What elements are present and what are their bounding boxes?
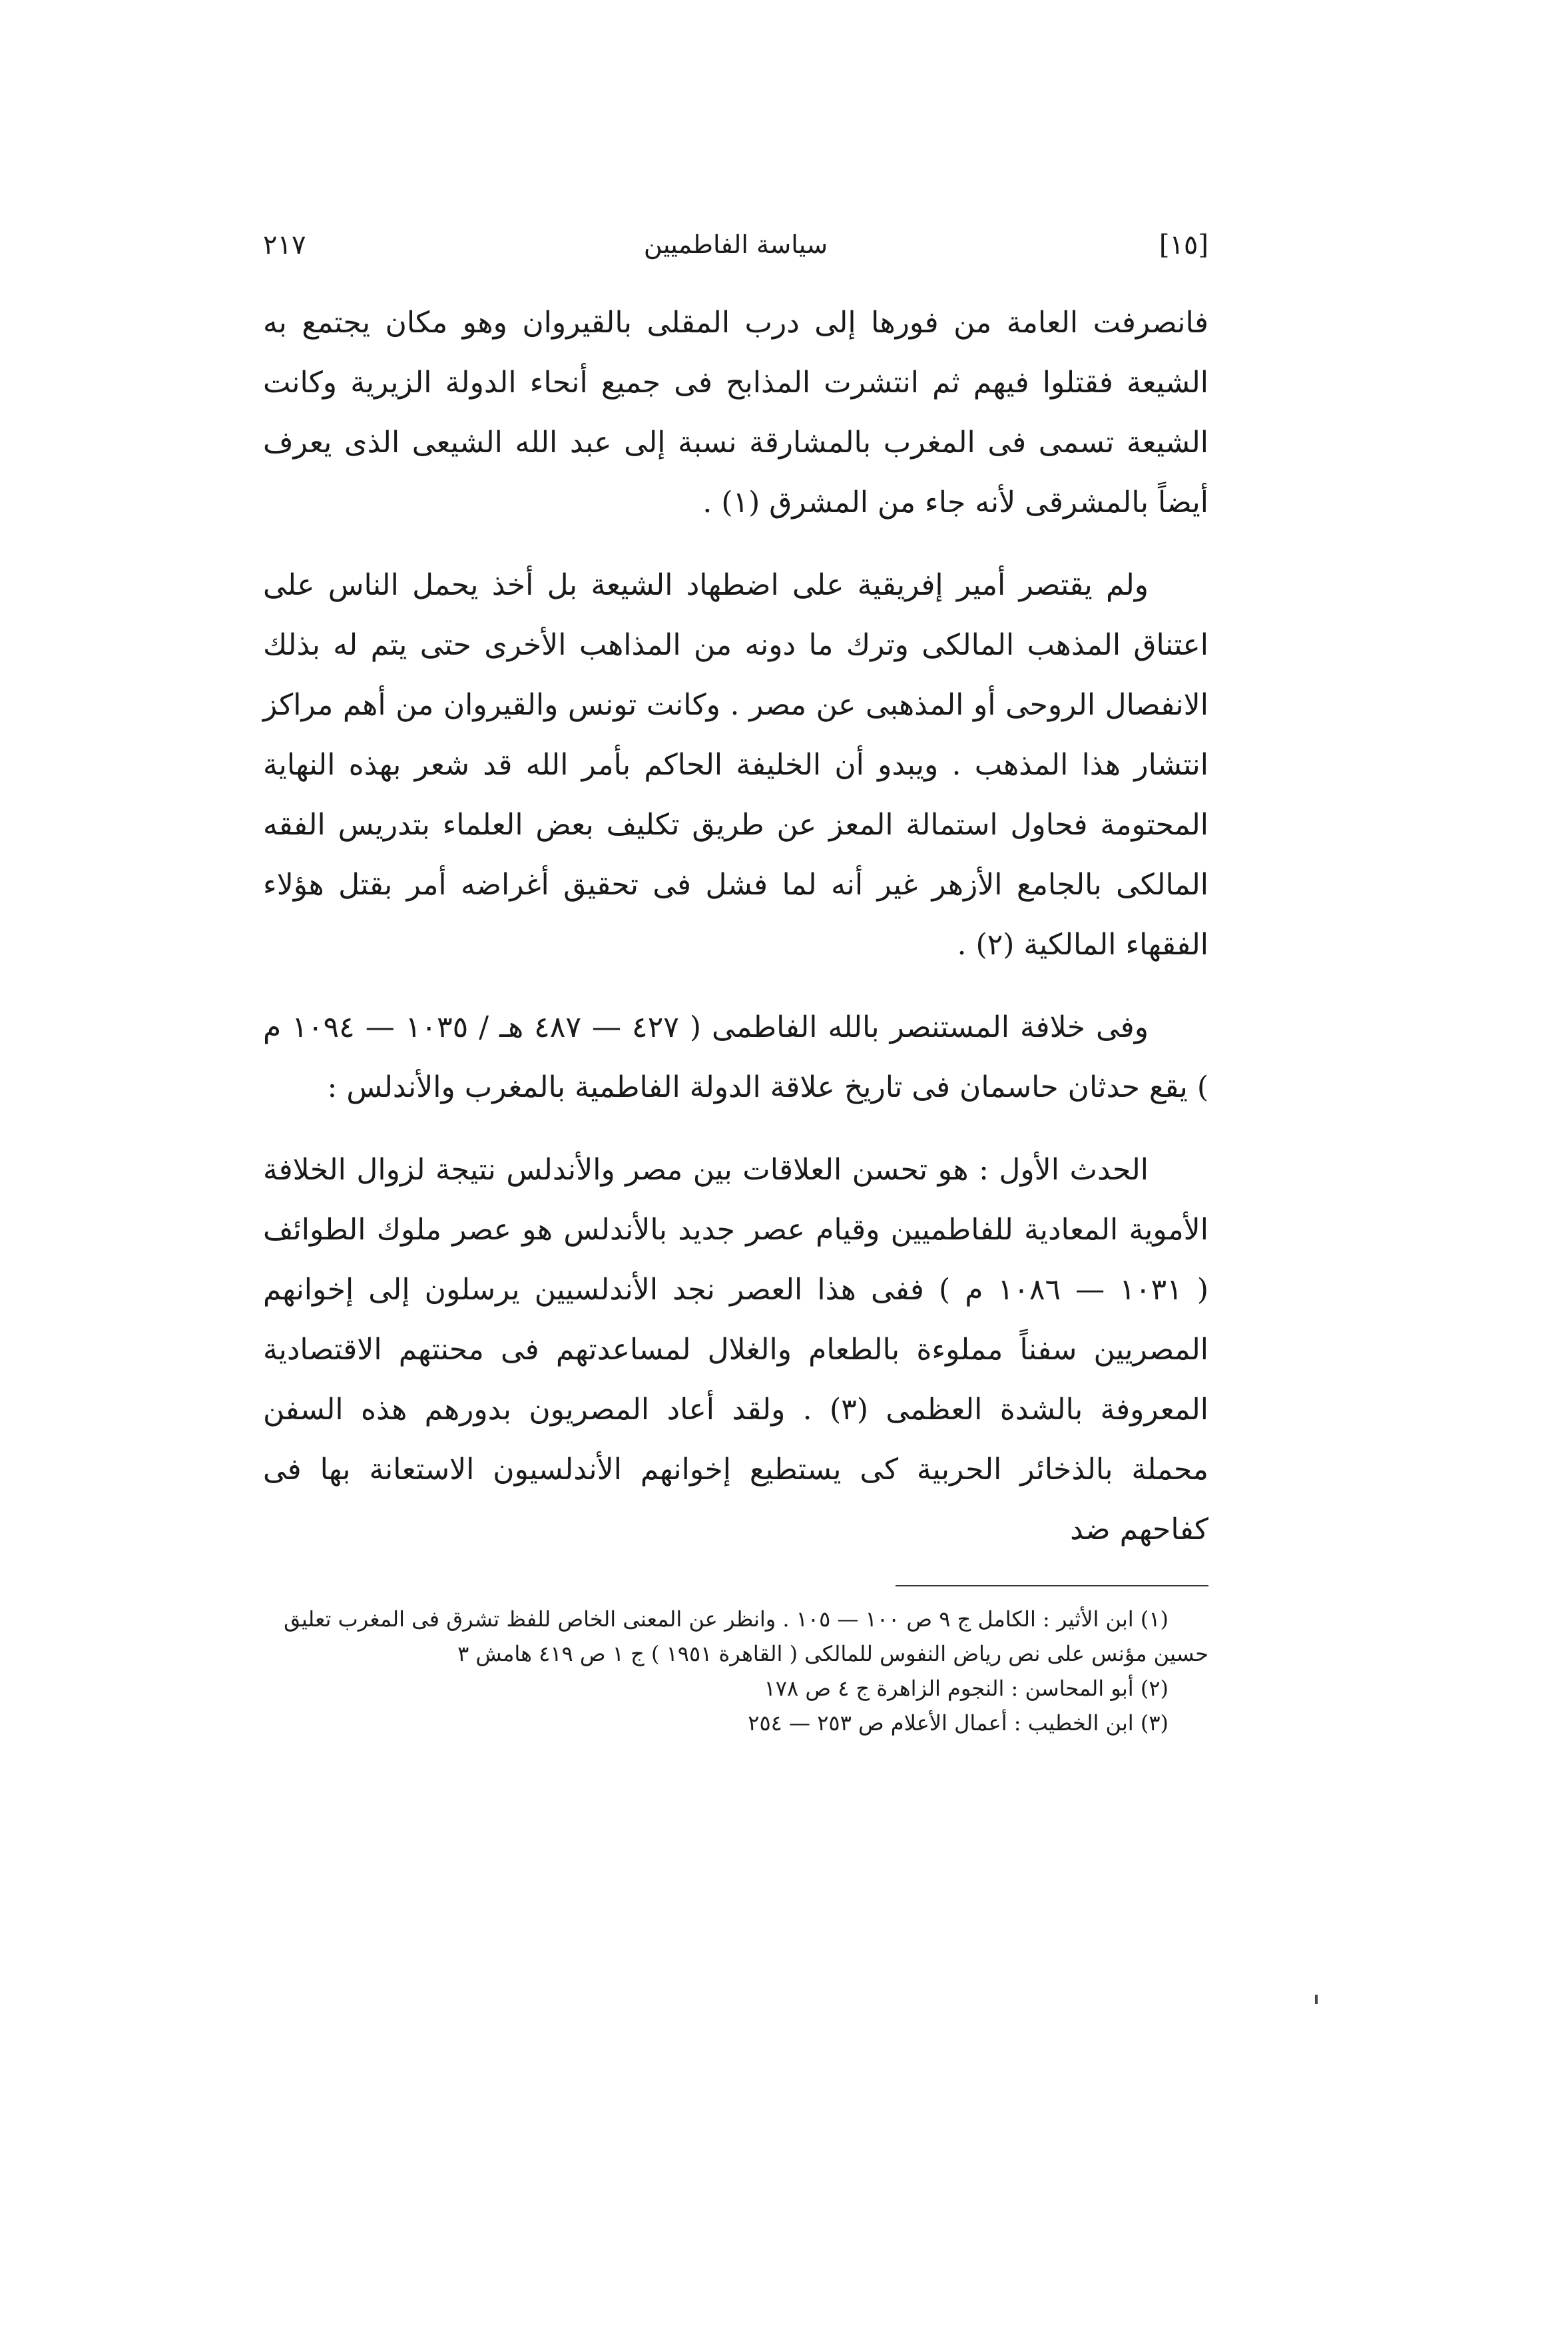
page-header [263, 230, 1208, 276]
paragraph-1: فانصرفت العامة من فورها إلى درب المقلى بالقيروان وهو مكان يجتمع به الشيعة فقتلوا فيهم ثم انتشرت المذابح فى جميع أنحاء الدولة الزيرية وكانت الشيعة تسمى فى المغرب بالمشارقة نسبة إلى عبد الله الشيعى الذى يعرف أيضاً بالمشرقى لأنه جاء من المشرق (١) . [263, 306, 1208, 519]
page-number: ٢١٧ [263, 230, 306, 260]
footnote-divider [896, 1585, 1208, 1586]
paragraph-2: ولم يقتصر أمير إفريقية على اضطهاد الشيعة بل أخذ يحمل الناس على اعتناق المذهب المالكى وترك ما دونه من المذاهب الأخرى حتى يتم له بذلك الانفصال الروحى أو المذهبى عن مصر . وكانت تونس والقيروان من أهم مراكز انتشار هذا المذهب . ويبدو أن الخليفة الحاكم بأمر الله قد شعر بهذه النهاية المحتومة فحاول استمالة المعز عن طريق تكليف بعض العلماء بتدريس الفقه المالكى بالجامع الأزهر غير أنه لما فشل فى تحقيق أغراضه أمر بقتل هؤلاء الفقهاء المالكية (٢) . [263, 568, 1208, 962]
footnotes [263, 1602, 1208, 1740]
footnote-3: (٣) ابن الخطيب : أعمال الأعلام ص ٢٥٣ — ٢٥٤ [748, 1710, 1169, 1736]
section-number: [١٥] [1159, 230, 1208, 260]
paragraph-4: الحدث الأول : هو تحسن العلاقات بين مصر والأندلس نتيجة لزوال الخلافة الأموية المعادية للفاطميين وقيام عصر جديد بالأندلس هو عصر ملوك الطوائف ( ١٠٣١ — ١٠٨٦ م ) ففى هذا العصر نجد الأندلسيين يرسلون إلى إخوانهم المصريين سفناً مملوءة بالطعام والغلال لمساعدتهم فى محنتهم الاقتصادية المعروفة بالشدة العظمى (٣) . ولقد أعاد المصريون بدورهم هذه السفن محملة بالذخائر الحربية كى يستطيع إخوانهم الأندلسيون الاستعانة بها فى كفاحهم ضد [263, 1153, 1209, 1546]
footnote-2: (٢) أبو المحاسن : النجوم الزاهرة ج ٤ ص ١٧٨ [764, 1676, 1169, 1701]
scan-mark [1315, 1995, 1318, 2004]
footnote-1: (١) ابن الأثير : الكامل ج ٩ ص ١٠٠ — ١٠٥ . وانظر عن المعنى الخاص للفظ تشرق فى المغرب تعليق حسين مؤنس على نص رياض النفوس للمالكى ( القاهرة ١٩٥١ ) ج ١ ص ٤١٩ هامش ٣ [284, 1606, 1208, 1666]
paragraph-3: وفى خلافة المستنصر بالله الفاطمى ( ٤٢٧ — ٤٨٧ هـ / ١٠٣٥ — ١٠٩٤ م ) يقع حدثان حاسمان فى تاريخ علاقة الدولة الفاطمية بالمغرب والأندلس : [263, 1010, 1208, 1104]
running-title: سياسة الفاطميين [643, 230, 828, 259]
body-text [263, 293, 1208, 1582]
